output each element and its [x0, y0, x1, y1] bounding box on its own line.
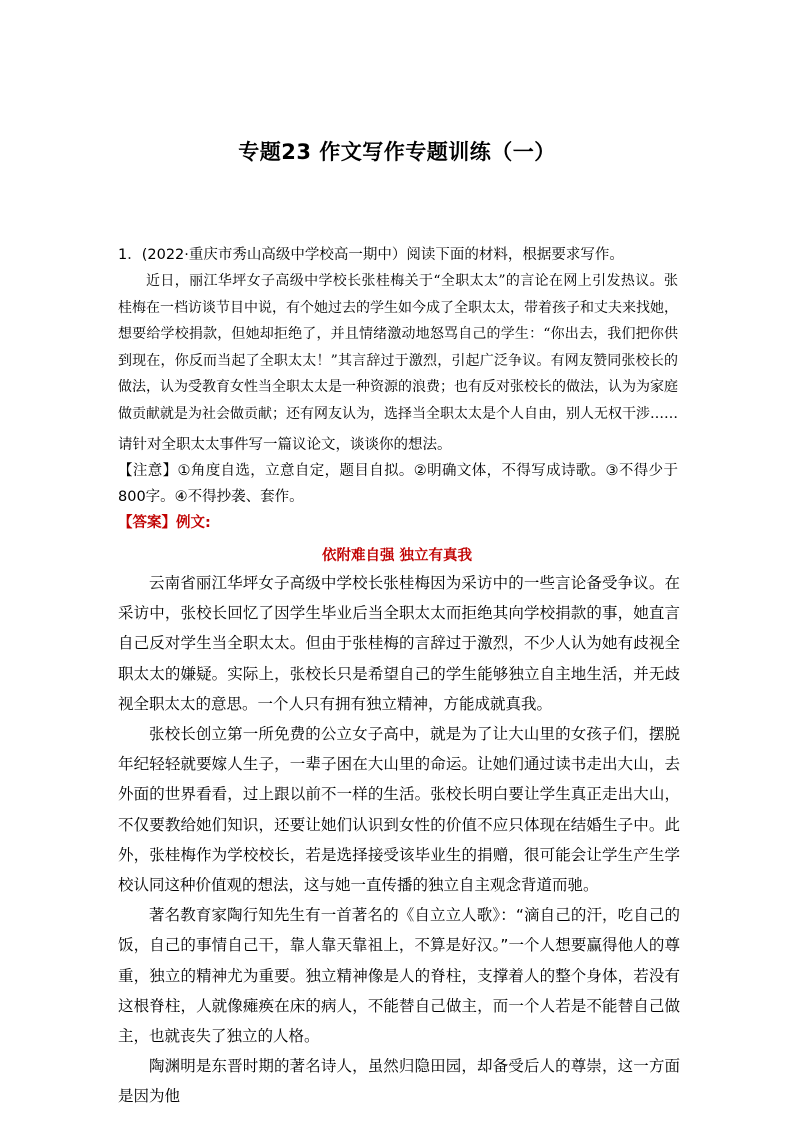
answer-label: 【答案】例文:: [118, 515, 211, 531]
question-intro: 1．(2022·重庆市秀山高级中学校高一期中）阅读下面的材料，根据要求写作。: [118, 247, 624, 263]
essay-paragraph: 著名教育家陶行知先生有一首著名的《自立立人歌》：“滴自己的汗，吃自己的饭，自己的事情自己干，靠人靠天靠祖上，不算是好汉。”一个人想要赢得他人的尊重，独立的精神尤为重要。独立精神像是人的脊柱，支撑着人的整个身体，若没有这根脊柱，人就像瘫痪在床的病人，不能替自己做主，而一个人若是不能替自己做主，也就丧失了独立的人格。: [118, 906, 680, 1046]
essay-paragraph: 张校长创立第一所免费的公立女子高中，就是为了让大山里的女孩子们，摆脱年纪轻轻就要嫁人生子，一辈子困在大山里的命运。让她们通过读书走出大山，去外面的世界看看，过上跟以前不一样的生活。张校长明白要让学生真正走出大山，不仅要教给她们知识，还要让她们认识到女性的价值不应只体现在结婚生子中。此外，张桂梅作为学校校长，若是选择接受该毕业生的捐赠，很可能会让学生产生学校认同这种价值观的想法，这与她一直传播的独立自主观念背道而驰。: [118, 725, 680, 895]
question-material: 近日，丽江华坪女子高级中学校长张桂梅关于“全职太太”的言论在网上引发热议。张桂梅在一档访谈节目中说，有个她过去的学生如今成了全职太太，带着孩子和丈夫来找她，想要给学校捐款，但她却拒绝了，并且情绪激动地怒骂自己的学生：“你出去，我们把你供到现在，你反而当起了全职太太！”其言辞过于激烈，引起广泛争议。有网友赞同张校长的做法，认为受教育女性当全职太太是一种资源的浪费；也有反对张校长的做法，认为为家庭做贡献就是为社会做贡献；还有网友认为，选择当全职太太是个人自由，别人无权干涉……: [118, 273, 678, 422]
writing-prompt: 请针对全职太太事件写一篇议论文，谈谈你的想法。: [118, 437, 452, 453]
writing-notice: 【注意】①角度自选，立意自定，题目自拟。②明确文体，不得写成诗歌。③不得少于 800字。④不得抄袭、套作。: [118, 463, 678, 505]
essay-body: [118, 568, 680, 1112]
essay-title: 依附难自强 独立有真我: [321, 548, 473, 564]
essay-paragraph: 云南省丽江华坪女子高级中学校长张桂梅因为采访中的一些言论备受争议。在采访中，张校长回忆了因学生毕业后当全职太太而拒绝其向学校捐款的事，她直言自己反对学生当全职太太。但由于张桂梅的言辞过于激烈，不少人认为她有歧视全职太太的嫌疑。实际上，张校长只是希望自己的学生能够独立自主地生活，并无歧视全职太太的意思。一个人只有拥有独立精神，方能成就真我。: [118, 574, 680, 713]
essay-paragraph: 陶渊明是东晋时期的著名诗人，虽然归隐田园，却备受后人的尊崇，这一方面是因为他: [118, 1057, 680, 1106]
page-title: 专题23 作文写作专题训练（一）: [238, 140, 556, 164]
